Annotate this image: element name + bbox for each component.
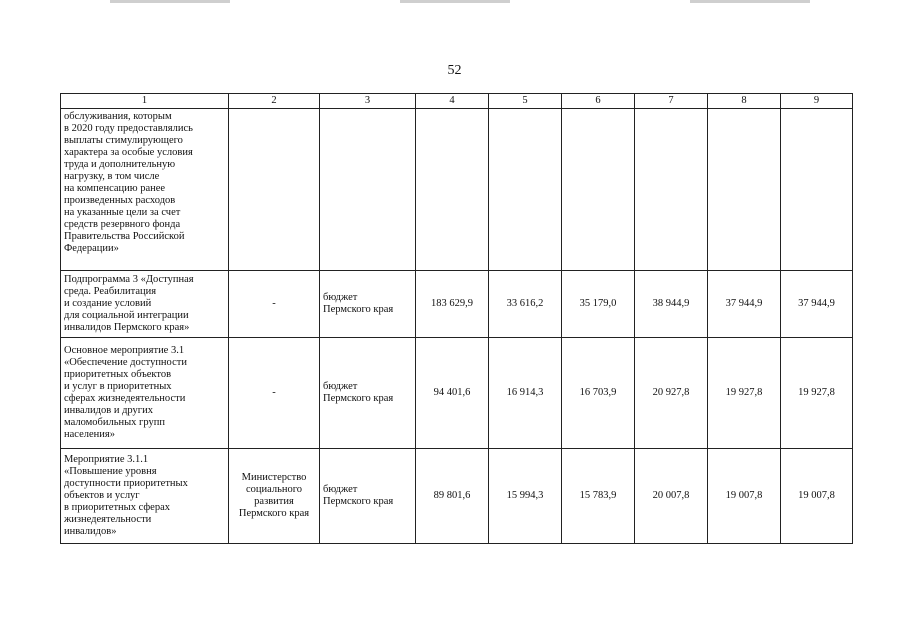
value-cell: 20 927,8 <box>635 338 708 449</box>
value-cell: 94 401,6 <box>416 338 489 449</box>
value-cell <box>708 109 781 271</box>
executor: - <box>272 298 276 309</box>
executor-cell <box>229 109 320 271</box>
value-cell: 37 944,9 <box>781 271 853 338</box>
row-name: Основное мероприятие 3.1 «Обеспечение доступности приоритетных объектов и услуг в приоритетных сферах жизнедеятельности инвалидов и других маломобильных групп населения» <box>64 345 187 440</box>
funding-source: бюджет Пермского края <box>323 381 394 404</box>
row-name-cell <box>61 271 229 338</box>
value-cell: 16 703,9 <box>562 338 635 449</box>
value-cell <box>781 109 853 271</box>
row-name-cell <box>61 338 229 449</box>
column-header: 2 <box>229 94 320 109</box>
row-name: Мероприятие 3.1.1 «Повышение уровня доступности приоритетных объектов и услуг в приоритетных сферах жизнедеятельности инвалидов» <box>64 454 188 537</box>
budget-table <box>60 93 853 544</box>
row-name: обслуживания, которым в 2020 году предоставлялись выплаты стимулирующего характера за особые условия труда и дополнительную нагрузку, в том числе на компенсацию ранее произведенных расходов на указанные цели за счет средств резервного фонда Правительства Российской Федерации» <box>64 111 193 254</box>
column-header: 7 <box>635 94 708 109</box>
funding-source: бюджет Пермского края <box>323 484 394 507</box>
column-number-row <box>61 94 853 109</box>
value-cell: 33 616,2 <box>489 271 562 338</box>
executor-cell <box>229 449 320 544</box>
scan-edge-center <box>400 0 510 3</box>
source-cell <box>320 271 416 338</box>
value-cell: 37 944,9 <box>708 271 781 338</box>
value-cell: 15 994,3 <box>489 449 562 544</box>
value-cell: 16 914,3 <box>489 338 562 449</box>
value-cell <box>489 109 562 271</box>
funding-source: бюджет Пермского края <box>323 292 394 315</box>
source-cell <box>320 338 416 449</box>
executor-cell <box>229 271 320 338</box>
value-cell: 38 944,9 <box>635 271 708 338</box>
scan-edge-left <box>110 0 230 3</box>
executor: - <box>272 387 276 398</box>
value-cell: 19 007,8 <box>708 449 781 544</box>
value-cell: 35 179,0 <box>562 271 635 338</box>
column-header: 6 <box>562 94 635 109</box>
column-header: 4 <box>416 94 489 109</box>
table-row <box>61 271 853 338</box>
scan-edge-right <box>690 0 810 3</box>
value-cell: 19 927,8 <box>708 338 781 449</box>
page-number: 52 <box>447 63 462 78</box>
value-cell: 19 927,8 <box>781 338 853 449</box>
table-row <box>61 109 853 271</box>
row-name: Подпрограмма 3 «Доступная среда. Реабилитация и создание условий для социальной интеграции инвалидов Пермского края» <box>64 274 194 333</box>
column-header: 8 <box>708 94 781 109</box>
executor: Министерство социального развития Пермского края <box>238 472 310 519</box>
value-cell: 15 783,9 <box>562 449 635 544</box>
value-cell: 20 007,8 <box>635 449 708 544</box>
value-cell: 183 629,9 <box>416 271 489 338</box>
column-header: 1 <box>61 94 229 109</box>
source-cell <box>320 449 416 544</box>
value-cell: 19 007,8 <box>781 449 853 544</box>
table-row <box>61 449 853 544</box>
column-header: 5 <box>489 94 562 109</box>
column-header: 9 <box>781 94 853 109</box>
value-cell <box>635 109 708 271</box>
executor-cell <box>229 338 320 449</box>
table-row <box>61 338 853 449</box>
row-name-cell <box>61 109 229 271</box>
row-name-cell <box>61 449 229 544</box>
source-cell <box>320 109 416 271</box>
value-cell <box>562 109 635 271</box>
value-cell: 89 801,6 <box>416 449 489 544</box>
column-header: 3 <box>320 94 416 109</box>
value-cell <box>416 109 489 271</box>
